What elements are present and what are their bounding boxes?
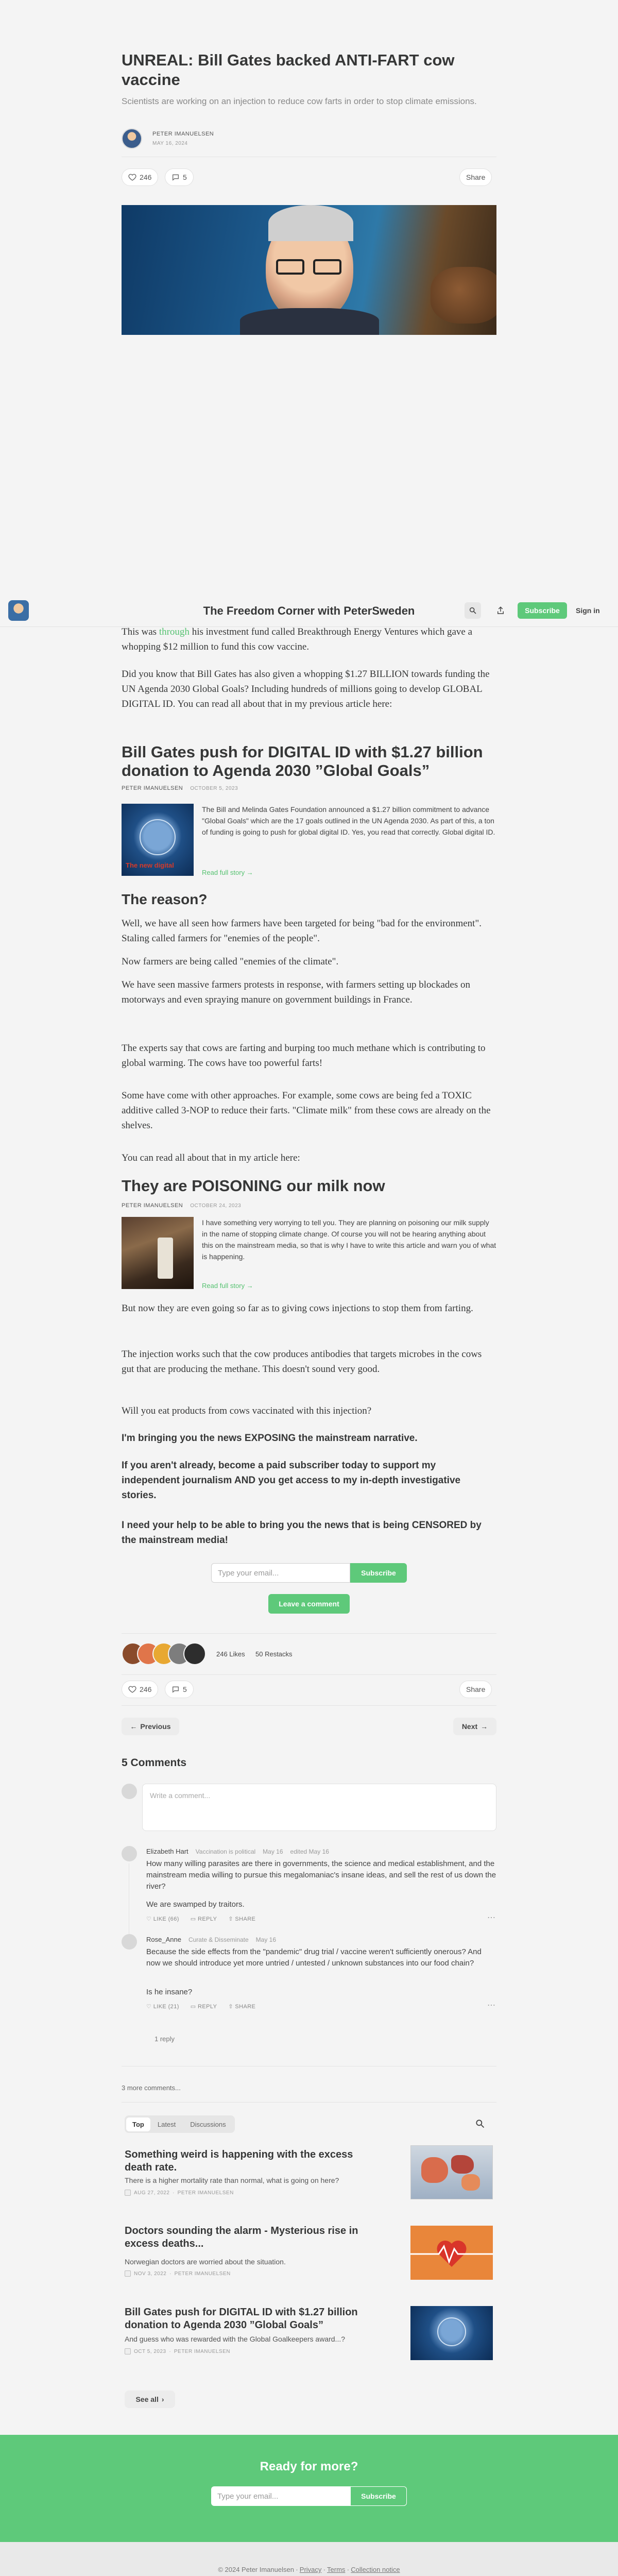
comment-header bbox=[146, 1935, 276, 1944]
footer bbox=[0, 2542, 618, 2576]
previous-label: Previous bbox=[140, 1722, 171, 1731]
commenter-publication[interactable]: Vaccination is political bbox=[195, 1848, 256, 1855]
feed-item-title[interactable]: Something weird is happening with the excess death rate. bbox=[125, 2149, 353, 2173]
footer-links: © 2024 Peter Imanuelsen ∙ Privacy ∙ Terms ∙ Collection notice bbox=[218, 2566, 400, 2573]
feed-item-thumbnail[interactable] bbox=[410, 2226, 493, 2280]
like-label: LIKE (21) bbox=[153, 2004, 179, 2010]
reply-label: REPLY bbox=[198, 2004, 217, 2010]
embed-meta bbox=[122, 783, 238, 792]
top-bar bbox=[0, 594, 618, 627]
like-button[interactable] bbox=[122, 168, 158, 186]
header-subscribe-button[interactable]: Subscribe bbox=[518, 602, 567, 619]
likes-count[interactable]: 246 Likes bbox=[216, 1650, 245, 1658]
cta-heading: Ready for more? bbox=[260, 2460, 358, 2473]
comment-text: How many willing parasites are there in governments, the science and medical establishment, and the mainstream media willing to pursue this megalomaniac's insane ideas, and sell the rest of us down the river? bbox=[146, 1859, 496, 1891]
divider bbox=[122, 1633, 496, 1634]
read-full-label: Read full story bbox=[202, 1282, 245, 1290]
feed-item-date: AUG 27, 2022 bbox=[134, 2190, 170, 2196]
collection-notice-link[interactable]: Collection notice bbox=[351, 2566, 400, 2573]
leave-comment-button[interactable]: Leave a comment bbox=[268, 1594, 350, 1614]
search-icon bbox=[469, 606, 477, 615]
next-post-button[interactable] bbox=[453, 1718, 496, 1735]
bold-paragraph: If you aren't already, become a paid subscriber today to support my independent journalism AND you get access to my in-depth investigative stories. bbox=[122, 1460, 461, 1501]
sign-in-link[interactable]: Sign in bbox=[576, 606, 600, 615]
liker-avatars[interactable] bbox=[122, 1642, 214, 1665]
terms-link[interactable]: Terms bbox=[327, 2566, 346, 2573]
reply-label: REPLY bbox=[198, 1916, 217, 1922]
hero-image bbox=[122, 205, 496, 335]
share-icon bbox=[496, 606, 505, 615]
lock-icon bbox=[125, 2348, 131, 2354]
search-button[interactable] bbox=[465, 602, 481, 619]
comment-count: 5 bbox=[183, 1685, 187, 1693]
paragraph: But now they are even going so far as to giving cows injections to stop them from farting. bbox=[122, 1303, 473, 1314]
replies-link[interactable]: 1 reply bbox=[154, 2035, 175, 2043]
copyright: © 2024 Peter Imanuelsen bbox=[218, 2566, 294, 2573]
see-all-button[interactable] bbox=[125, 2391, 175, 2408]
chevron-right-icon: › bbox=[161, 2395, 164, 2403]
paragraph: You can read all about that in my article here: bbox=[122, 1153, 300, 1163]
more-options-icon[interactable]: ⋯ bbox=[487, 2001, 495, 2010]
paragraph: The injection works such that the cow produces antibodies that targets microbes in the cows gut that are producing the methane. This doesn't sound very good. bbox=[122, 1349, 482, 1375]
divider bbox=[122, 1674, 496, 1675]
feed-item-date: NOV 3, 2022 bbox=[134, 2270, 167, 2277]
tab-latest[interactable]: Latest bbox=[157, 2120, 176, 2128]
embed-title[interactable]: They are POISONING our milk now bbox=[122, 1177, 385, 1195]
arrow-left-icon: ← bbox=[130, 1722, 138, 1731]
header-share-button[interactable] bbox=[494, 604, 507, 617]
commenter-publication[interactable]: Curate & Disseminate bbox=[188, 1936, 249, 1943]
feed-item-author: PETER IMANUELSEN bbox=[174, 2270, 231, 2277]
share-label: Share bbox=[466, 173, 486, 181]
glasses-right bbox=[313, 259, 341, 275]
embed-author: PETER IMANUELSEN bbox=[122, 1202, 183, 1209]
thumbnail-caption: The new digital bbox=[126, 861, 174, 869]
feed-item-thumbnail[interactable] bbox=[410, 2145, 493, 2199]
embed-date: OCTOBER 24, 2023 bbox=[190, 1203, 242, 1209]
paragraph: Did you know that Bill Gates has also given a whopping $1.27 BILLION towards funding the UN Agenda 2030 Global Goals? Including hundreds of millions going to develop GLOBAL DIGITAL ID. You can read all about that in my previous article here: bbox=[122, 669, 490, 709]
comments-heading: 5 Comments bbox=[122, 1757, 187, 1769]
paragraph: The experts say that cows are farting and burping too much methane which is contributing to global warming. The cows have too powerful farts! bbox=[122, 1043, 486, 1069]
feed-item-meta: AUG 27, 2022 ∙ PETER IMANUELSEN bbox=[125, 2190, 234, 2196]
comment-share-button[interactable]: ⇧ SHARE bbox=[228, 2004, 256, 2010]
publication-name[interactable]: The Freedom Corner with PeterSweden bbox=[203, 604, 415, 617]
comment-date[interactable]: May 16 bbox=[263, 1848, 283, 1855]
comment-text: Because the side effects from the "pandemic" drug trial / vaccine weren't sufficiently onerous? And now we should introduce yet more untried / untested / unknown substances into our food chain? bbox=[146, 1947, 482, 1968]
glasses-left bbox=[276, 259, 304, 275]
embed-date: OCTOBER 5, 2023 bbox=[190, 786, 238, 791]
paragraph: Will you eat products from cows vaccinated with this injection? bbox=[122, 1405, 372, 1416]
author-name[interactable]: PETER IMANUELSEN bbox=[152, 131, 214, 137]
arrow-right-icon: → bbox=[246, 869, 253, 876]
paragraph-text: his investment fund called Breakthrough Energy Ventures which gave a whopping $12 million to fund this cow vaccine. bbox=[122, 626, 473, 652]
feed-item-author: PETER IMANUELSEN bbox=[174, 2348, 230, 2354]
comment-reply-button[interactable]: ▭ REPLY bbox=[190, 2004, 217, 2010]
embed-meta bbox=[122, 1200, 241, 1210]
share-label: Share bbox=[466, 1685, 486, 1693]
feed-item-subtitle: And guess who was rewarded with the Global Goalkeepers award...? bbox=[125, 2335, 346, 2343]
avatar bbox=[183, 1642, 206, 1665]
comment-like-button[interactable]: ♡ LIKE (66) bbox=[146, 1916, 179, 1922]
share-label: SHARE bbox=[235, 1916, 256, 1922]
embed-thumbnail[interactable] bbox=[122, 1217, 194, 1289]
comment-icon bbox=[171, 173, 180, 181]
commenter-name[interactable]: Elizabeth Hart bbox=[146, 1848, 188, 1855]
read-full-story-link[interactable] bbox=[202, 1282, 253, 1290]
comment-text: We are swamped by traitors. bbox=[146, 1900, 245, 1909]
post-date: MAY 16, 2024 bbox=[152, 141, 188, 146]
feed-item-meta: OCT 5, 2023 ∙ PETER IMANUELSEN bbox=[125, 2348, 230, 2354]
like-count: 246 bbox=[140, 1685, 152, 1693]
arrow-right-icon: → bbox=[480, 1722, 488, 1731]
share-button[interactable] bbox=[459, 1681, 492, 1698]
share-label: SHARE bbox=[235, 2004, 256, 2010]
subscribe-button[interactable]: Subscribe bbox=[350, 1563, 407, 1583]
section-heading: The reason? bbox=[122, 891, 208, 907]
cta-email-input[interactable]: Type your email... bbox=[211, 2486, 350, 2506]
restacks-count[interactable]: 50 Restacks bbox=[255, 1650, 293, 1658]
embed-author: PETER IMANUELSEN bbox=[122, 785, 183, 791]
map-continent bbox=[461, 2174, 480, 2191]
like-count: 246 bbox=[140, 173, 152, 181]
previous-post-button[interactable] bbox=[122, 1718, 179, 1735]
embed-excerpt: The Bill and Melinda Gates Foundation announced a $1.27 billion commitment to advance "Global Goals" which are the 17 goals outlined in the UN Agenda 2030. As part of this, a ton of funding is going to push for global digital ID. Yes, you read that correctly. Global digital ID. bbox=[202, 805, 495, 836]
comment-edited: edited May 16 bbox=[290, 1848, 329, 1855]
paragraph: Some have come with other approaches. For example, some cows are being fed a TOXIC additive called 3-NOP to reduce their farts. "Climate milk" from these cows are already on the shelves. bbox=[122, 1090, 491, 1131]
comment-button[interactable] bbox=[165, 1681, 194, 1698]
comment-actions bbox=[146, 2003, 255, 2010]
more-options-icon[interactable]: ⋯ bbox=[487, 1913, 495, 1922]
cow-silhouette bbox=[431, 267, 496, 324]
map-continent bbox=[421, 2157, 448, 2183]
lock-icon bbox=[125, 2190, 131, 2196]
map-continent bbox=[451, 2155, 474, 2174]
milk-bottle bbox=[158, 1238, 173, 1279]
tab-discussions[interactable]: Discussions bbox=[190, 2120, 226, 2128]
paragraph: Now farmers are being called "enemies of the climate". bbox=[122, 956, 339, 967]
comment-actions bbox=[146, 1916, 255, 1922]
feed-item-title[interactable]: Doctors sounding the alarm - Mysterious rise in excess deaths... bbox=[125, 2225, 358, 2249]
feed-search-button[interactable] bbox=[475, 2119, 486, 2130]
arrow-right-icon: → bbox=[246, 1282, 253, 1290]
feed-item-thumbnail[interactable] bbox=[410, 2306, 493, 2360]
comment-text: Is he insane? bbox=[146, 1988, 193, 1996]
search-icon bbox=[475, 2119, 485, 2129]
comment-share-button[interactable]: ⇧ SHARE bbox=[228, 1916, 256, 1922]
feed-item-title[interactable]: Bill Gates push for DIGITAL ID with $1.27 billion donation to Agenda 2030 ”Global Goals” bbox=[125, 2307, 358, 2331]
heart-icon bbox=[128, 173, 136, 181]
heartbeat-icon bbox=[410, 2226, 493, 2280]
read-full-story-link[interactable] bbox=[202, 869, 253, 876]
inline-link[interactable]: through bbox=[159, 626, 190, 637]
bold-paragraph: I'm bringing you the news EXPOSING the mainstream narrative. bbox=[122, 1433, 418, 1444]
paragraph bbox=[122, 624, 496, 654]
commenter-avatar[interactable] bbox=[122, 1934, 137, 1950]
comment-input[interactable]: Write a comment... bbox=[142, 1784, 496, 1831]
embed-title[interactable]: Bill Gates push for DIGITAL ID with $1.27 billion donation to Agenda 2030 ”Global Goals” bbox=[122, 743, 483, 779]
heart-icon bbox=[128, 1685, 136, 1693]
feed-tabs bbox=[125, 2115, 235, 2133]
share-button[interactable] bbox=[459, 168, 492, 186]
paragraph: Well, we have all seen how farmers have been targeted for being "bad for the environment". Staling called farmers for "enemies of the people". bbox=[122, 918, 482, 944]
like-button[interactable] bbox=[122, 1681, 158, 1698]
comment-like-button[interactable]: ♡ LIKE (21) bbox=[146, 2004, 179, 2010]
comment-date[interactable]: May 16 bbox=[255, 1936, 277, 1943]
embed-excerpt: I have something very worrying to tell you. They are planning on poisoning our milk supply in the name of stopping climate change. Of course you will not be hearing anything about this on the mainstream media, so that is why I have to write this article and warn you of what is happening. bbox=[202, 1218, 496, 1261]
feed-item-meta: NOV 3, 2022 ∙ PETER IMANUELSEN bbox=[125, 2270, 231, 2277]
comment-count: 5 bbox=[183, 173, 187, 181]
see-all-label: See all bbox=[135, 2395, 159, 2403]
divider bbox=[122, 1705, 496, 1706]
divider bbox=[122, 2102, 496, 2103]
tab-top[interactable]: Top bbox=[126, 2117, 150, 2131]
like-label: LIKE (66) bbox=[153, 1916, 179, 1922]
feed-item-date: OCT 5, 2023 bbox=[134, 2348, 166, 2354]
user-avatar bbox=[122, 1784, 137, 1799]
article-subtitle: Scientists are working on an injection to reduce cow farts in order to stop climate emissions. bbox=[122, 96, 477, 106]
cta-section bbox=[0, 2435, 618, 2542]
more-comments-link[interactable]: 3 more comments... bbox=[122, 2084, 181, 2092]
email-input[interactable]: Type your email... bbox=[211, 1563, 350, 1583]
globe-icon bbox=[140, 819, 176, 855]
privacy-link[interactable]: Privacy bbox=[299, 2566, 322, 2573]
comment-button[interactable] bbox=[165, 168, 194, 186]
portrait-hair bbox=[268, 205, 353, 241]
article-title: UNREAL: Bill Gates backed ANTI-FART cow vaccine bbox=[122, 51, 455, 89]
commenter-name[interactable]: Rose_Anne bbox=[146, 1936, 181, 1943]
next-label: Next bbox=[461, 1722, 478, 1731]
lock-icon bbox=[125, 2270, 131, 2277]
author-avatar[interactable] bbox=[122, 128, 142, 149]
comment-reply-button[interactable]: ▭ REPLY bbox=[190, 1916, 217, 1922]
embed-thumbnail[interactable] bbox=[122, 804, 194, 876]
comment-icon bbox=[171, 1685, 180, 1693]
feed-item-subtitle: Norwegian doctors are worried about the situation. bbox=[125, 2258, 286, 2266]
comment-header bbox=[146, 1847, 329, 1856]
portrait-suit bbox=[240, 308, 379, 335]
commenter-avatar[interactable] bbox=[122, 1846, 137, 1861]
paragraph: We have seen massive farmers protests in response, with farmers setting up blockades on motorways and even spraying manure on government buildings in France. bbox=[122, 979, 471, 1005]
globe-icon bbox=[437, 2317, 466, 2346]
cta-subscribe-button[interactable]: Subscribe bbox=[350, 2486, 407, 2506]
read-full-label: Read full story bbox=[202, 869, 245, 876]
paragraph-text: This was bbox=[122, 626, 159, 637]
feed-item-subtitle: There is a higher mortality rate than normal, what is going on here? bbox=[125, 2176, 339, 2184]
feed-item-author: PETER IMANUELSEN bbox=[177, 2190, 234, 2196]
bold-paragraph: I need your help to be able to bring you the news that is being CENSORED by the mainstream media! bbox=[122, 1520, 482, 1546]
